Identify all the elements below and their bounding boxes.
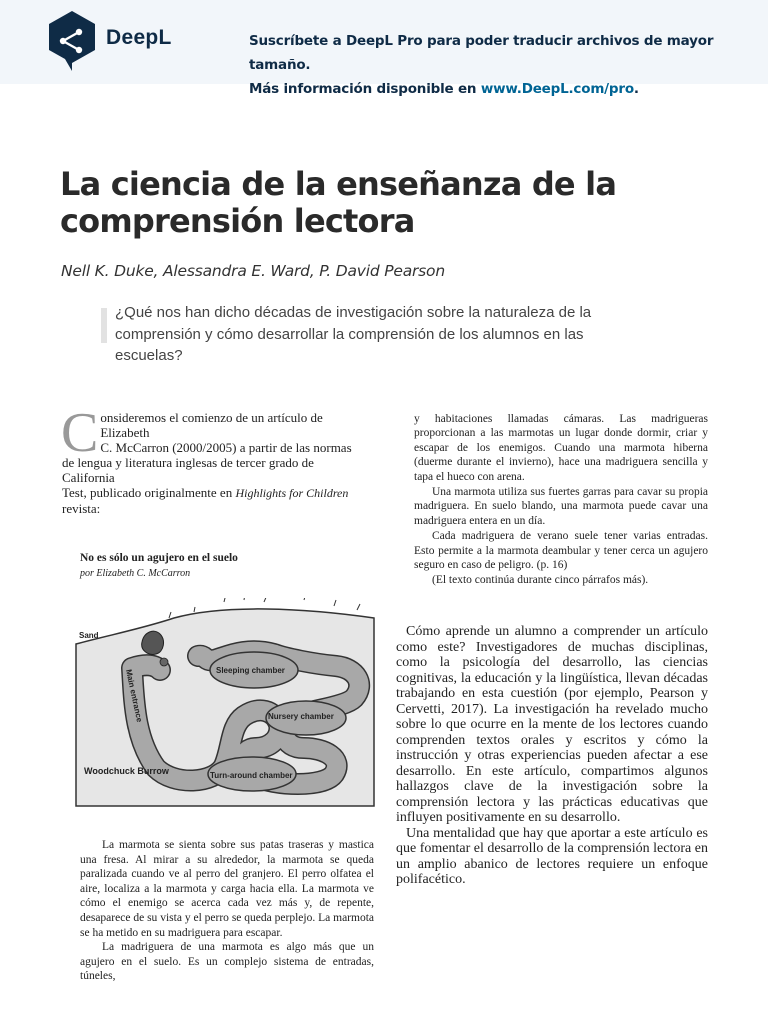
label-main-entrance: Main entrance bbox=[124, 668, 145, 724]
intro-paragraph bbox=[61, 402, 362, 516]
story-paragraph: Cada madriguera de verano suele tener varias entradas. Esto permite a la marmota deambular y tener cerca un agujero seguro en caso de peligro. (p. 16) bbox=[414, 530, 708, 572]
promo-line-2-prefix: Más información disponible en bbox=[249, 81, 481, 97]
label-sleeping-chamber: Sleeping chamber bbox=[216, 666, 285, 675]
story-excerpt-left bbox=[80, 838, 374, 984]
deepl-pro-link[interactable]: www.DeepL.com/pro bbox=[480, 81, 634, 97]
body-paragraph: Una mentalidad que hay que aportar a este artículo es que fomentar el desarrollo de la comprensión lectora en un amplio abanico de lectores requiere un enfoque polifacético. bbox=[396, 825, 708, 887]
promo-line-2-suffix: . bbox=[633, 81, 639, 97]
burrow-diagram bbox=[74, 598, 376, 808]
deepl-banner bbox=[0, 0, 768, 97]
figure-title: No es sólo un agujero en el suelo bbox=[80, 552, 238, 564]
story-paragraph: Una marmota utiliza sus fuertes garras para cavar su propia madriguera. En suelo blando, una marmota puede cavar una madriguera entera en un día. bbox=[414, 486, 708, 527]
article-title: La ciencia de la enseñanza de la comprensión lectora bbox=[60, 165, 617, 240]
abstract-quote-bar bbox=[101, 308, 107, 343]
intro-line-2: Elizabeth bbox=[100, 425, 150, 440]
label-woodchuck-burrow: Woodchuck Burrow bbox=[84, 766, 169, 776]
deepl-logo-text[interactable]: DeepL bbox=[106, 26, 172, 49]
article-abstract: ¿Qué nos han dicho décadas de investigación sobre la naturaleza de la comprensión y cómo desarrollar la comprensión de los alumnos en las escuelas? bbox=[115, 304, 592, 364]
rock bbox=[142, 631, 164, 654]
article-authors: Nell K. Duke, Alessandra E. Ward, P. David Pearson bbox=[61, 262, 445, 280]
intro-line-4 bbox=[62, 485, 362, 501]
article-body-right bbox=[396, 624, 708, 888]
story-paragraph: y habitaciones llamadas cámaras. Las madrigueras proporcionan a las marmotas un lugar donde dormir, criar y escapar de los enemigos. Cuando una marmota hiberna (duerme durante el invierno), hace una madriguera sencilla y tapa el hueco con arena. bbox=[414, 413, 708, 483]
promo-line-1: Suscríbete a DeepL Pro para poder traducir archivos de mayor tamaño. bbox=[249, 33, 714, 73]
figure-byline: por Elizabeth C. McCarron bbox=[80, 568, 191, 579]
story-paragraph: La marmota se sienta sobre sus patas traseras y mastica una fresa. Al mirar a su alrededor, la marmota se queda paralizada cuando ve al perro del granjero. El perro olfatea el aire, localiza a la marmota y carga hacia ella. La marmota ve cómo el enemigo se acerca cada vez más y, de repente, desaparece de su vista y el perro se queda perplejo. La marmota se ha metido en su madriguera para escapar. bbox=[80, 839, 374, 939]
intro-line-1: onsideremos el comienzo de un artículo de bbox=[100, 410, 323, 425]
label-sand: Sand bbox=[79, 631, 99, 640]
story-continuation-note: (El texto continúa durante cinco párrafos más). bbox=[432, 574, 649, 587]
promo-text bbox=[249, 29, 768, 101]
body-paragraph: Cómo aprende un alumno a comprender un artículo como este? Investigadores de muchas disciplinas, como la psicología del desarrollo, las ciencias cognitivas, la educación y la lingüística, llevan décadas trabajando en esta cuestión (por ejemplo, Pearson y Cervetti, 2017). La investigación ha revelado mucho sobre lo que ocurre en la mente de los lectores cuando comprenden textos orales y escritos y cómo la instrucción y otras experiencias pueden afectar a ese desarrollo. En este artículo, compartimos algunos hallazgos clave de la investigación sobre la comprensión lectora y las prácticas educativas que influyen positivamente en su desarrollo. bbox=[396, 624, 708, 825]
deepl-logo-icon[interactable] bbox=[47, 10, 97, 72]
intro-line-4-text: Test, publicado originalmente en bbox=[62, 485, 236, 500]
promo-line-2 bbox=[249, 77, 768, 101]
pebble bbox=[160, 658, 168, 666]
intro-line-3: C. McCarron (2000/2005) a partir de las normas de lengua y literatura inglesas de tercer grado de California bbox=[62, 440, 352, 485]
story-paragraph: La madriguera de una marmota es algo más que un agujero en el suelo. Es un complejo sistema de entradas, túneles, bbox=[80, 941, 374, 983]
story-excerpt-right bbox=[414, 412, 708, 588]
drop-cap: C bbox=[61, 402, 99, 464]
label-nursery-chamber: Nursery chamber bbox=[268, 712, 334, 721]
label-turnaround-chamber: Turn-around chamber bbox=[210, 771, 293, 780]
intro-line-5: revista: bbox=[62, 501, 101, 516]
publication-name: Highlights for Children bbox=[235, 486, 349, 500]
